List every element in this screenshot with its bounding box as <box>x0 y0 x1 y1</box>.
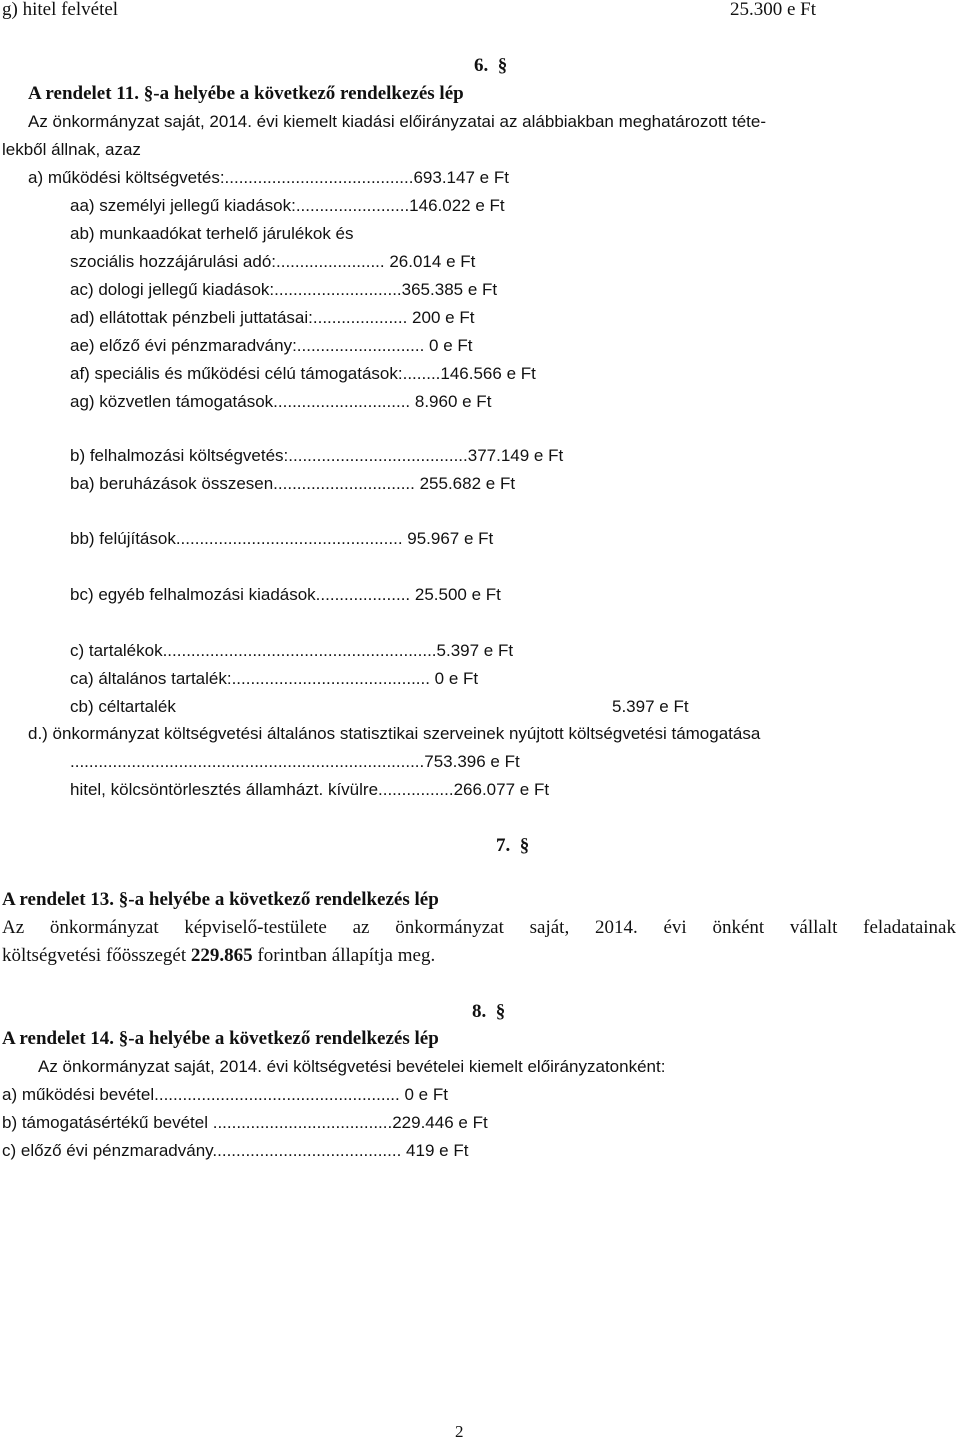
section-8-intro: Az önkormányzat saját, 2014. évi költségvetési bevételei kiemelt előirányzatonként: <box>38 1057 666 1076</box>
kozvetlen-tamogatasok: ag) közvetlen támogatások............................. 8.960 e Ft <box>70 392 492 411</box>
tartalekok: c) tartalékok..........................................................5.397 e Ft <box>70 641 514 660</box>
section-8-title: A rendelet 14. §-a helyébe a következő rendelkezés lép <box>2 1028 439 1049</box>
altalanos-tartalek: ca) általános tartalék:.......................................... 0 e Ft <box>70 669 479 688</box>
tamogatasertekű-bevetel: b) támogatásértékű bevétel ......................................229.446 e Ft <box>2 1113 488 1132</box>
celtartalek-label: cb) céltartalék <box>70 697 176 716</box>
hitel-kolcsontorlesztes: hitel, kölcsöntörlesztés államházt. kívülre................266.077 e Ft <box>70 780 550 799</box>
page-number: 2 <box>455 1422 464 1441</box>
ellatottak-penzbeli-juttatasai: ad) ellátottak pénzbeli juttatásai:.................... 200 e Ft <box>70 308 475 327</box>
onkormanyzat-tamogatas-value: ...........................................................................753.396 e Ft <box>70 752 520 771</box>
section-7-paragraph-line2 <box>2 942 435 970</box>
section-7-title: A rendelet 13. §-a helyébe a következő rendelkezés lép <box>2 889 439 910</box>
hitel-felvetel-label: g) hitel felvétel <box>2 0 119 20</box>
specialis-es-mukodesi-tamogatasok: af) speciális és működési célú támogatások:........146.566 e Ft <box>70 364 536 383</box>
dologi-jellegu-kiadasok: ac) dologi jellegű kiadások:...........................365.385 e Ft <box>70 280 498 299</box>
foosszeg-value: 229.865 <box>190 945 253 966</box>
elozo-evi-penzmaradvany: ae) előző évi pénzmaradvány:........................... 0 e Ft <box>70 336 473 355</box>
szemelyi-jellegu-kiadasok: aa) személyi jellegű kiadások:........................146.022 e Ft <box>70 196 505 215</box>
section-6-heading: 6. § <box>474 55 508 76</box>
section-6-intro-line1: Az önkormányzat saját, 2014. évi kiemelt kiadási előirányzatai az alábbiakban meghatározott téte- <box>28 112 767 131</box>
section-7-heading: 7. § <box>496 835 530 856</box>
beruhazasok-osszesen: ba) beruházások összesen.............................. 255.682 e Ft <box>70 474 516 493</box>
section-7-paragraph-post: forintban állapítja meg. <box>252 945 436 966</box>
elozo-evi-penzmaradvany-bevetel: c) előző évi pénzmaradvány........................................ 419 e Ft <box>2 1141 469 1160</box>
egyeb-felhalmozasi-kiadasok: bc) egyéb felhalmozási kiadások.................... 25.500 e Ft <box>70 585 501 604</box>
celtartalek-value: 5.397 e Ft <box>612 697 689 716</box>
szocialis-hozzajarulasi-ado: szociális hozzájárulási adó:....................... 26.014 e Ft <box>70 252 476 271</box>
mukodesi-bevetel: a) működési bevétel.................................................... 0 e Ft <box>2 1085 448 1104</box>
section-7-paragraph-pre: költségvetési főösszegét <box>2 945 191 966</box>
section-6-intro-line2: lekből állnak, azaz <box>2 140 141 159</box>
felhalmozasi-koltsegvetes: b) felhalmozási költségvetés:......................................377.149 e Ft <box>70 446 564 465</box>
section-8-heading: 8. § <box>472 1001 506 1022</box>
felujitasok: bb) felújítások................................................ 95.967 e Ft <box>70 529 494 548</box>
mukodesi-koltsegvetes: a) működési költségvetés:........................................693.147 e Ft <box>28 168 509 187</box>
section-6-title: A rendelet 11. §-a helyébe a következő rendelkezés lép <box>28 83 464 104</box>
onkormanyzat-statisztikai-tamogatas: d.) önkormányzat költségvetési általános statisztikai szerveinek nyújtott költségvetési támogatása <box>28 724 761 743</box>
munkaadokat-terhelo-jarulekok: ab) munkaadókat terhelő járulékok és <box>70 224 354 243</box>
hitel-felvetel-value: 25.300 e Ft <box>730 0 817 20</box>
section-7-paragraph-line1: Az önkormányzat képviselő-testülete az önkormányzat saját, 2014. évi önként vállalt feladatainak <box>2 917 956 938</box>
